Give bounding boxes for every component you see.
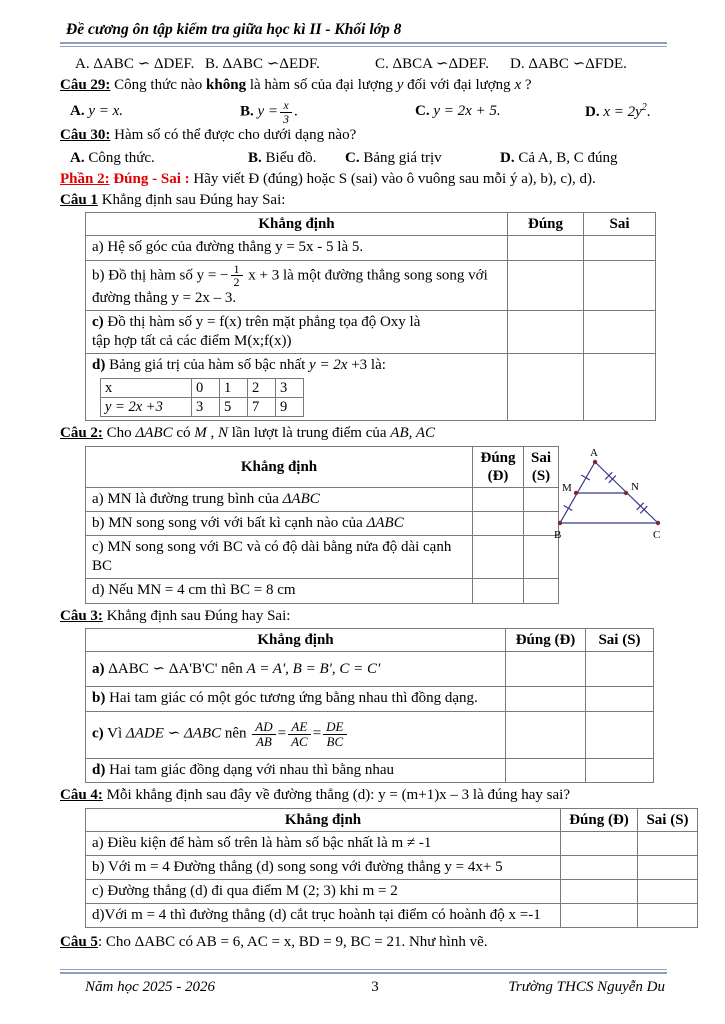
q1-row-b-true-cell [508, 260, 584, 310]
q30-option-d [500, 149, 618, 169]
q30-option-b-text: Biểu đồ. [265, 150, 317, 167]
fraction-denominator: 2 [233, 275, 240, 290]
q3-row-c-similar-symbol: ∽ [163, 725, 184, 742]
q3-row-a-math: A = A', B = B', C = C' [246, 660, 381, 677]
q4-row-b-false-cell [638, 855, 698, 879]
vertex-label-b: B [554, 528, 562, 541]
y-value: 5 [220, 397, 248, 416]
footer-school-year: Năm học 2025 - 2026 [85, 979, 215, 996]
q2-row-b-math: ΔABC [366, 514, 404, 531]
x-value: 2 [248, 378, 276, 397]
q4-row-d-statement: d)Với m = 4 thì đường thẳng (d) cắt trục hoành tại điểm có hoành độ x =-1 [86, 904, 561, 928]
q4-heading [60, 786, 667, 806]
q3-row-b-label: b) [92, 690, 106, 707]
q29-option-c-text: y = 2x + 5. [433, 103, 501, 120]
q4-row-b-statement: b) Với m = 4 Đường thẳng (d) song song với đường thẳng y = 4x+ 5 [86, 855, 561, 879]
q4-row-a-false-cell [638, 831, 698, 855]
q1-row-d-label: d) [92, 357, 106, 374]
q3-row-b-statement [86, 687, 506, 711]
q29-option-b-fraction [280, 99, 292, 125]
q2-label: Câu 2: [60, 424, 103, 441]
q29-option-b-label: B. [240, 103, 254, 120]
q30-option-b [248, 149, 345, 169]
vertex-label-n: N [631, 480, 639, 493]
q4-row-c-statement: c) Đường thẳng (d) đi qua điểm M (2; 3) khi m = 2 [86, 879, 561, 903]
y-value: 7 [248, 397, 276, 416]
q28-option-a: A. ΔABC ∽ ΔDEF. [75, 56, 195, 73]
q2-col-true [473, 446, 524, 487]
q2-row-a-statement [86, 487, 473, 511]
q28-option-d: D. ΔABC ∽ΔFDE. [510, 56, 627, 73]
q2-var-m: M [194, 424, 207, 441]
q29-text-end: ? [521, 77, 532, 94]
q1-value-table-y-row [101, 397, 304, 416]
q4-row-d-true-cell [561, 904, 638, 928]
y-row-label: y = 2x +3 [101, 397, 192, 416]
vertex-label-a: A [590, 446, 598, 459]
q1-value-table-x-row [101, 378, 304, 397]
q29-text-mid2: đối với đại lượng [403, 77, 515, 94]
q2-row-a [86, 487, 559, 511]
header-rule [60, 42, 667, 47]
q3-row-d-true-cell [506, 758, 586, 782]
vertex-label-m: M [562, 481, 572, 494]
q1-row-a [86, 236, 656, 260]
q4-row-b-true-cell [561, 855, 638, 879]
q2-row-c [86, 535, 559, 578]
q4-title: Mỗi khẳng định sau đây về đường thẳng (d): y = (m+1)x – 3 là đúng hay sai? [102, 786, 570, 803]
q3-row-b-text: Hai tam giác có một góc tương ứng bằng nhau thì đồng dạng. [105, 690, 478, 707]
q2-table [85, 446, 562, 604]
q4-label: Câu 4: [60, 786, 103, 803]
q1-row-c-line2: tập hợp tất cả các điểm M(x;f(x)) [92, 333, 292, 350]
q3-row-a-true-cell [506, 652, 586, 687]
q30-option-c [345, 149, 500, 169]
q3-row-d-label: d) [92, 761, 106, 778]
q3-header-row [86, 629, 654, 652]
q3-row-c-mid: nên [221, 725, 251, 742]
q30-option-a-label: A. [70, 150, 85, 167]
q3-row-c-label: c) [92, 725, 104, 742]
q30-option-c-text: Bảng giá trịv [363, 150, 442, 167]
q4-header-row [86, 808, 698, 831]
q3-row-d [86, 758, 654, 782]
q1-value-table [100, 378, 304, 417]
x-value: 0 [192, 378, 220, 397]
fraction-numerator: 1 [231, 263, 243, 277]
q1-row-c-false-cell [584, 310, 656, 353]
fraction-numerator: DE [323, 720, 346, 735]
q1-title: Khẳng định sau Đúng hay Sai: [97, 191, 286, 208]
q1-row-b-false-cell [584, 260, 656, 310]
q1-row-a-statement: a) Hệ số góc của đường thẳng y = 5x - 5 là 5. [86, 236, 508, 260]
q1-row-b-statement [86, 260, 508, 310]
q30-option-c-label: C. [345, 150, 360, 167]
q4-row-d-false-cell [638, 904, 698, 928]
q2-row-b-pre: b) MN song song với với bất kì cạnh nào của [92, 514, 367, 531]
q2-row-b [86, 511, 559, 535]
q2-row-c-true-cell [473, 535, 524, 578]
q30-options-row [60, 149, 667, 169]
q2-row-c-statement: c) MN song song với BC và có độ dài bằng nửa độ dài cạnh BC [86, 535, 473, 578]
q3-row-c-true-cell [506, 711, 586, 758]
q1-row-a-true-cell [508, 236, 584, 260]
q28-option-b: B. ΔABC ∽ΔEDF. [205, 56, 320, 73]
q2-col-statement: Khẳng định [86, 446, 473, 487]
q1-row-c-label: c) [92, 313, 104, 330]
q29-option-c [415, 102, 585, 122]
q1-row-a-false-cell [584, 236, 656, 260]
fraction-denominator: 3 [283, 111, 290, 126]
equals-sign: = [312, 725, 322, 742]
q1-table [85, 212, 656, 420]
q2-comma: , [206, 424, 218, 441]
q28-options-row [60, 55, 667, 75]
q2-row-a-math: ΔABC [282, 490, 320, 507]
q4-col-true: Đúng (Đ) [561, 808, 638, 831]
q30-label: Câu 30: [60, 127, 111, 144]
page-footer [60, 969, 667, 998]
q2-row-a-pre: a) MN là đường trung bình của [92, 490, 283, 507]
q3-col-true: Đúng (Đ) [506, 629, 586, 652]
q1-col-statement: Khẳng định [86, 213, 508, 236]
fraction-denominator: AB [255, 734, 272, 750]
q2-col-false-line2: (S) [531, 467, 551, 484]
q3-row-a-pre: ΔABC ∽ ΔA'B'C' nên [104, 660, 247, 677]
q29-option-a-label: A. [70, 103, 85, 120]
q30-option-d-label: D. [500, 150, 515, 167]
q3-row-c-false-cell [586, 711, 654, 758]
q1-row-b-fraction [231, 263, 243, 289]
q2-row-b-statement [86, 511, 473, 535]
q3-col-statement: Khẳng định [86, 629, 506, 652]
triangle-midsegment-figure [548, 440, 673, 548]
q30-option-a [70, 149, 248, 169]
q29-bold-word: không [206, 77, 247, 94]
q1-row-b-post: x + 3 là một đường thẳng song song với [244, 267, 488, 284]
q3-row-b-true-cell [506, 687, 586, 711]
q2-intro-post: lần lượt là trung điểm của [228, 424, 391, 441]
fraction-denominator: AC [291, 734, 308, 750]
q1-row-b-pre: b) Đồ thị hàm số y = − [92, 267, 229, 284]
q1-row-d [86, 354, 656, 420]
part2-text: Hãy viết Đ (đúng) hoặc S (sai) vào ô vuông sau mỗi ý a), b), c), d). [189, 170, 596, 187]
q29-text-mid: là hàm số của đại lượng [246, 77, 397, 94]
q3-row-d-text: Hai tam giác đồng dạng với nhau thì bằng nhau [105, 761, 395, 778]
part2-heading [60, 170, 667, 190]
x-value: 3 [276, 378, 304, 397]
q2-header-row [86, 446, 559, 487]
q29-options-row [60, 99, 667, 125]
q29-option-d-exponent: 2 [641, 102, 647, 114]
q2-triangle-name: ΔABC [135, 424, 173, 441]
q2-col-true-line2: (Đ) [487, 467, 509, 484]
q5-heading [60, 933, 667, 953]
x-row-label: x [101, 378, 192, 397]
q2-intro-mid: có [172, 424, 195, 441]
q4-row-a-statement: a) Điều kiện để hàm số trên là hàm số bậc nhất là m ≠ -1 [86, 831, 561, 855]
q1-heading [60, 191, 667, 211]
q2-col-false-line1: Sai [530, 449, 551, 466]
q29-var-y: y [396, 77, 404, 94]
equals-sign: = [277, 725, 287, 742]
q29-question [60, 76, 667, 96]
q29-option-b [240, 99, 415, 125]
q29-text-pre: Công thức nào [110, 77, 207, 94]
q29-option-d-end: . [646, 104, 651, 121]
q2-section [60, 424, 667, 604]
q2-intro-pre: Cho [102, 424, 136, 441]
q29-option-d-label: D. [585, 104, 600, 121]
q5-text: : Cho ΔABC có AB = 6, AC = x, BD = 9, BC = 21. Như hình vẽ. [97, 934, 488, 951]
q2-segments: AB, AC [390, 424, 436, 441]
ratio-fraction-1 [252, 720, 275, 748]
q28-option-c: C. ΔBCA ∽ΔDEF. [375, 56, 490, 73]
q29-option-c-label: C. [415, 103, 430, 120]
q1-row-b [86, 260, 656, 310]
q5-label: Câu 5 [60, 934, 98, 951]
q3-col-false: Sai (S) [586, 629, 654, 652]
q1-row-c [86, 310, 656, 353]
q2-row-d [86, 579, 559, 603]
q29-option-d [585, 101, 651, 123]
q4-col-statement: Khẳng định [86, 808, 561, 831]
q4-row-c-false-cell [638, 879, 698, 903]
q4-table [85, 808, 698, 929]
q3-row-b-false-cell [586, 687, 654, 711]
q4-row-a-true-cell [561, 831, 638, 855]
q3-row-a-false-cell [586, 652, 654, 687]
q1-row-b-line2: đường thẳng y = 2x – 3. [92, 289, 237, 306]
q29-option-a-text: y = x. [88, 103, 124, 120]
q29-label: Câu 29: [60, 77, 111, 94]
q1-row-d-text: Bảng giá trị của hàm số bậc nhất [105, 357, 310, 374]
q3-row-d-false-cell [586, 758, 654, 782]
q1-row-d-end: +3 là: [347, 357, 386, 374]
q3-row-b [86, 687, 654, 711]
q2-col-true-line1: Đúng [480, 449, 516, 466]
q4-row-d [86, 904, 698, 928]
footer-rule [60, 969, 667, 974]
footer-row [60, 978, 667, 998]
y-value: 3 [192, 397, 220, 416]
q1-row-c-statement [86, 310, 508, 353]
y-value: 9 [276, 397, 304, 416]
q1-header-row [86, 213, 656, 236]
vertex-label-c: C [653, 528, 661, 541]
q29-option-d-pre: x = 2y [603, 104, 642, 121]
q30-text: Hàm số có thể được cho dưới dạng nào? [110, 127, 357, 144]
q1-col-true: Đúng [508, 213, 584, 236]
q30-option-a-text: Công thức. [88, 150, 155, 167]
x-value: 1 [220, 378, 248, 397]
q3-label: Câu 3: [60, 607, 103, 624]
q3-row-c [86, 711, 654, 758]
q3-row-d-statement [86, 758, 506, 782]
q2-var-n: N [218, 424, 229, 441]
q3-title: Khẳng định sau Đúng hay Sai: [102, 607, 291, 624]
q4-row-c-true-cell [561, 879, 638, 903]
q3-row-c-triangle2: ΔABC [183, 725, 222, 742]
q3-row-a-statement [86, 652, 506, 687]
q2-row-a-true-cell [473, 487, 524, 511]
q4-col-false: Sai (S) [638, 808, 698, 831]
footer-school-name: Trường THCS Nguyễn Du [508, 979, 665, 996]
q2-row-d-statement: d) Nếu MN = 4 cm thì BC = 8 cm [86, 579, 473, 603]
q3-row-c-triangle1: ΔADE [125, 725, 164, 742]
q2-row-d-false-cell [524, 579, 559, 603]
footer-page-number: 3 [371, 979, 379, 996]
q29-option-b-end: . [294, 103, 298, 120]
fraction-denominator: BC [326, 734, 344, 750]
q3-row-c-pre: Vì [103, 725, 126, 742]
q29-option-b-pre: y = [257, 103, 279, 120]
q1-row-d-math: y = 2x [309, 357, 348, 374]
fraction-numerator: AE [288, 720, 311, 735]
ratio-fraction-2 [288, 720, 311, 748]
part2-subtitle: Đúng - Sai : [109, 170, 190, 187]
q30-option-d-text: Cả A, B, C đúng [518, 150, 618, 167]
q4-row-b [86, 855, 698, 879]
ratio-fraction-3 [323, 720, 346, 748]
q4-row-a [86, 831, 698, 855]
fraction-numerator: x [280, 99, 292, 113]
q1-row-c-line1: Đồ thị hàm số y = f(x) trên mặt phẳng tọa độ Oxy là [103, 313, 421, 330]
q30-option-b-label: B. [248, 150, 262, 167]
q29-option-a [70, 102, 240, 122]
q1-col-false: Sai [584, 213, 656, 236]
page-title: Đề cương ôn tập kiểm tra giữa học kì II - Khối lớp 8 [66, 21, 402, 38]
fraction-numerator: AD [252, 720, 275, 735]
q4-row-c [86, 879, 698, 903]
q1-row-d-true-cell [508, 354, 584, 420]
q1-row-d-false-cell [584, 354, 656, 420]
q3-table [85, 628, 654, 782]
q29-var-x: x [514, 77, 522, 94]
q3-row-c-statement [86, 711, 506, 758]
part2-label: Phần 2: [60, 170, 110, 187]
q3-row-a-label: a) [92, 660, 105, 677]
q1-row-d-statement [86, 354, 508, 420]
q1-row-c-true-cell [508, 310, 584, 353]
q30-question [60, 126, 667, 146]
q3-row-a [86, 652, 654, 687]
q2-row-d-true-cell [473, 579, 524, 603]
q1-label: Câu 1 [60, 191, 98, 208]
q3-heading [60, 607, 667, 627]
q2-row-b-true-cell [473, 511, 524, 535]
